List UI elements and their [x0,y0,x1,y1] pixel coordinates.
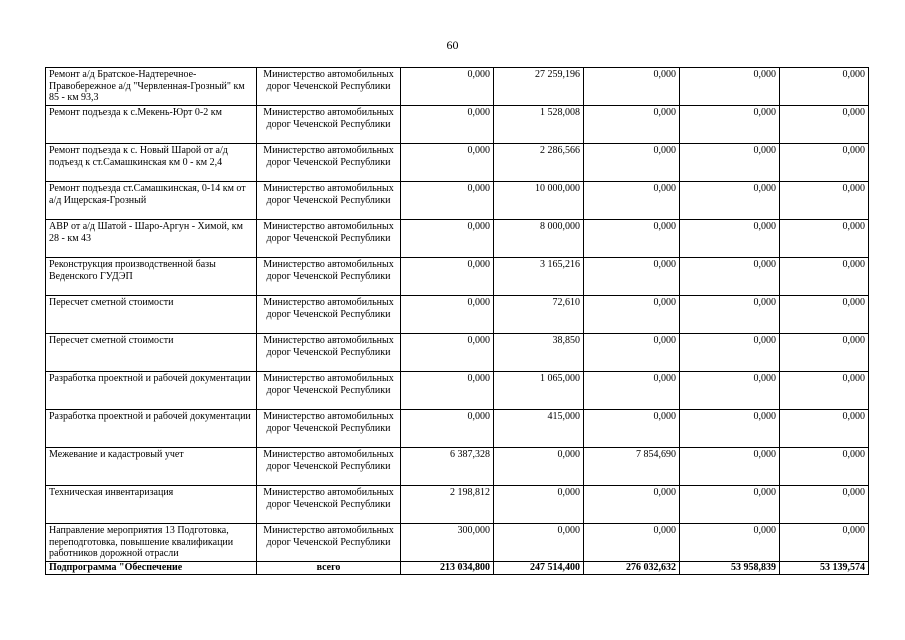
mitigation-name-cell: Пересчет сметной стоимости [46,296,257,334]
value-cell: 276 032,632 [584,562,680,575]
organization-cell: Министерство автомобильных дорог Чеченской Республики [257,410,401,448]
value-cell: 3 165,216 [494,258,584,296]
organization-cell: Министерство автомобильных дорог Чеченской Республики [257,372,401,410]
value-cell: 0,000 [584,296,680,334]
table-body [46,68,869,575]
organization-cell: Министерство автомобильных дорог Чеченской Республики [257,182,401,220]
value-cell: 0,000 [584,486,680,524]
value-cell: 0,000 [401,182,494,220]
value-cell: 10 000,000 [494,182,584,220]
total-row [46,562,869,575]
value-cell: 0,000 [584,182,680,220]
mitigation-name-cell: Ремонт подъезда ст.Самашкинская, 0-14 км от а/д Ищерская-Грозный [46,182,257,220]
value-cell: 0,000 [584,220,680,258]
organization-cell: Министерство автомобильных дорог Чеченской Республики [257,106,401,144]
mitigation-name-cell: Пересчет сметной стоимости [46,334,257,372]
value-cell: 0,000 [680,258,780,296]
value-cell: 1 528,008 [494,106,584,144]
table-row [46,448,869,486]
mitigation-name-cell: Ремонт а/д Братское-Надтеречное-Правобережное а/д "Червленная-Грозный" км 85 - км 93,3 [46,68,257,106]
organization-cell: Министерство автомобильных дорог Чеченской Республики [257,296,401,334]
value-cell: 0,000 [680,220,780,258]
mitigation-name-cell: АВР от а/д Шатой - Шаро-Аргун - Химой, км 28 - км 43 [46,220,257,258]
value-cell: 0,000 [780,410,869,448]
value-cell: 0,000 [401,372,494,410]
table-row [46,296,869,334]
value-cell: 53 139,574 [780,562,869,575]
value-cell: 72,610 [494,296,584,334]
mitigation-name-cell: Межевание и кадастровый учет [46,448,257,486]
table-row [46,258,869,296]
value-cell: 0,000 [680,334,780,372]
value-cell: 0,000 [584,144,680,182]
mitigation-name-cell: Техническая инвентаризация [46,486,257,524]
value-cell: 0,000 [780,258,869,296]
organization-cell: Министерство автомобильных дорог Чеченской Республики [257,448,401,486]
value-cell: 0,000 [780,486,869,524]
value-cell: 0,000 [680,372,780,410]
value-cell: 2 198,812 [401,486,494,524]
table-row [46,334,869,372]
value-cell: 0,000 [584,372,680,410]
value-cell: 0,000 [401,296,494,334]
value-cell: 38,850 [494,334,584,372]
value-cell: 0,000 [401,144,494,182]
value-cell: 0,000 [680,68,780,106]
value-cell: 53 958,839 [680,562,780,575]
value-cell: 0,000 [584,334,680,372]
value-cell: 0,000 [780,182,869,220]
value-cell: 0,000 [401,68,494,106]
page-number: 60 [446,38,459,52]
mitigation-name-cell: Разработка проектной и рабочей документации [46,372,257,410]
value-cell: 1 065,000 [494,372,584,410]
table-row [46,106,869,144]
value-cell: 2 286,566 [494,144,584,182]
table-row [46,144,869,182]
value-cell: 0,000 [584,106,680,144]
table-row [46,486,869,524]
table-row [46,220,869,258]
table-row [46,410,869,448]
value-cell: 0,000 [780,106,869,144]
mitigation-name-cell: Реконструкция производственной базы Веденского ГУДЭП [46,258,257,296]
value-cell: 0,000 [780,372,869,410]
value-cell: 0,000 [680,182,780,220]
value-cell: 0,000 [680,448,780,486]
organization-cell: Министерство автомобильных дорог Чеченской Республики [257,144,401,182]
value-cell: 0,000 [680,296,780,334]
value-cell: 6 387,328 [401,448,494,486]
value-cell: 0,000 [401,410,494,448]
value-cell: 0,000 [401,106,494,144]
value-cell: 0,000 [780,220,869,258]
value-cell: 0,000 [680,524,780,562]
value-cell: 247 514,400 [494,562,584,575]
value-cell: 0,000 [680,410,780,448]
value-cell: 0,000 [494,486,584,524]
value-cell: 7 854,690 [584,448,680,486]
value-cell: 0,000 [780,68,869,106]
value-cell: 0,000 [780,144,869,182]
value-cell: 0,000 [584,410,680,448]
value-cell: 0,000 [680,106,780,144]
value-cell: 0,000 [584,68,680,106]
budget-table [45,67,869,575]
value-cell: 0,000 [401,220,494,258]
mitigation-name-cell: Разработка проектной и рабочей документации [46,410,257,448]
organization-cell: Министерство автомобильных дорог Чеченской Республики [257,334,401,372]
value-cell: 0,000 [494,524,584,562]
organization-cell: Министерство автомобильных дорог Чеченской Республики [257,220,401,258]
value-cell: 8 000,000 [494,220,584,258]
value-cell: 213 034,800 [401,562,494,575]
value-cell: 0,000 [780,524,869,562]
value-cell: 0,000 [680,486,780,524]
value-cell: 0,000 [401,258,494,296]
table-row [46,372,869,410]
mitigation-name-cell: Ремонт подъезда к с. Новый Шарой от а/д подъезд к ст.Самашкинская км 0 - км 2,4 [46,144,257,182]
organization-cell: всего [257,562,401,575]
table-row [46,182,869,220]
value-cell: 415,000 [494,410,584,448]
mitigation-name-cell: Ремонт подъезда к с.Мекень-Юрт 0-2 км [46,106,257,144]
organization-cell: Министерство автомобильных дорог Чеченской Республики [257,68,401,106]
organization-cell: Министерство автомобильных дорог Чеченской Республики [257,486,401,524]
value-cell: 0,000 [780,448,869,486]
organization-cell: Министерство автомобильных дорог Чеченской Республики [257,524,401,562]
mitigation-name-cell: Подпрограмма "Обеспечение [46,562,257,575]
organization-cell: Министерство автомобильных дорог Чеченской Республики [257,258,401,296]
value-cell: 300,000 [401,524,494,562]
value-cell: 0,000 [780,334,869,372]
value-cell: 0,000 [680,144,780,182]
value-cell: 0,000 [584,258,680,296]
value-cell: 0,000 [494,448,584,486]
value-cell: 0,000 [401,334,494,372]
mitigation-name-cell: Направление мероприятия 13 Подготовка, переподготовка, повышение квалификации работников дорожной отрасли [46,524,257,562]
value-cell: 27 259,196 [494,68,584,106]
value-cell: 0,000 [584,524,680,562]
table-row [46,524,869,562]
value-cell: 0,000 [780,296,869,334]
table-row [46,68,869,106]
